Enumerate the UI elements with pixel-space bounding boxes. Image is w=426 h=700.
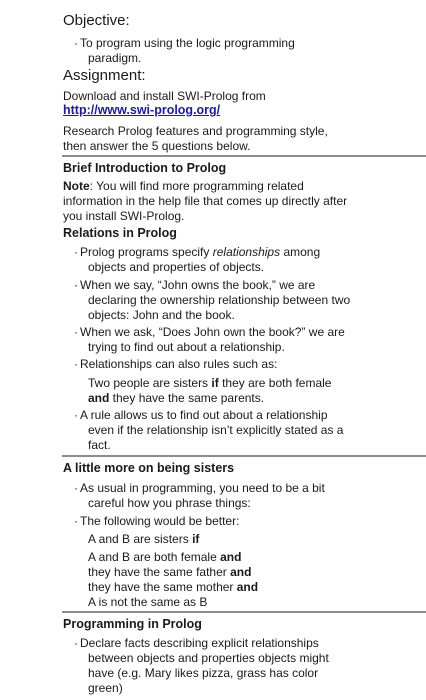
bold-run: if — [192, 532, 200, 546]
intro-title: Brief Introduction to Prolog — [63, 161, 227, 175]
text-run: they have the same father — [88, 565, 231, 579]
note-text: : You will find more programming related — [89, 179, 304, 193]
relations-bullet-line: even if the relationship isn’t explicitly stated as a — [88, 423, 344, 437]
programming-title: Programming in Prolog — [63, 617, 202, 631]
bold-run: and — [230, 565, 252, 579]
programming-bullet-line: green) — [88, 681, 123, 695]
bullet-marker: · — [74, 514, 78, 528]
bold-run: and — [220, 550, 242, 564]
bold-run: and — [236, 580, 259, 594]
relations-bullet-line: When we say, “John owns the book,” we are — [80, 278, 316, 292]
note-label: Note — [63, 179, 90, 193]
note-line: you install SWI-Prolog. — [63, 209, 185, 223]
bold-run: and — [88, 391, 110, 405]
text-run: among — [280, 245, 321, 259]
text-run: they are both female — [218, 376, 332, 390]
bullet-marker: · — [74, 636, 78, 650]
text-run: A and B are sisters — [88, 532, 193, 546]
objective-bullet-line: paradigm. — [88, 51, 142, 65]
rule-example-line — [88, 391, 264, 406]
bullet-marker: · — [74, 408, 78, 422]
relations-bullet-line — [80, 245, 320, 260]
bullet-marker: · — [74, 481, 78, 495]
text-run: A and B are both female — [88, 550, 221, 564]
sisters-bullet-line: As usual in programming, you need to be a bit — [80, 481, 325, 495]
programming-bullet-line: Declare facts describing explicit relationships — [80, 636, 319, 650]
relations-title: Relations in Prolog — [63, 226, 177, 240]
relations-bullet-line: A rule allows us to find out about a relationship — [80, 408, 328, 422]
relations-bullet-line: Relationships can also rules such as: — [80, 357, 278, 371]
text-run: Two people are sisters — [88, 376, 212, 390]
section-divider — [62, 611, 426, 613]
bullet-marker: · — [74, 357, 78, 371]
text-run: they have the same mother — [88, 580, 237, 594]
research-text: Research Prolog features and programming style, — [63, 124, 328, 138]
relations-bullet-line: fact. — [88, 438, 111, 452]
objective-heading: Objective: — [63, 12, 130, 29]
rule-example-line — [88, 376, 331, 391]
emphasis-run: relationships — [212, 245, 281, 259]
rule-line — [88, 580, 258, 595]
relations-bullet-line: When we ask, “Does John own the book?” we are — [80, 325, 345, 339]
rule-line — [88, 550, 241, 565]
programming-bullet-line: have (e.g. Mary likes pizza, grass has color — [88, 666, 319, 680]
assignment-heading: Assignment: — [63, 67, 146, 84]
rule-line — [88, 532, 199, 547]
bullet-marker: · — [74, 36, 78, 50]
programming-bullet-line: between objects and properties objects might — [88, 651, 329, 665]
bold-run: if — [211, 376, 219, 390]
sisters-title: A little more on being sisters — [63, 461, 235, 475]
relations-bullet-line: trying to find out about a relationship. — [88, 340, 285, 354]
objective-bullet-line: To program using the logic programming — [80, 36, 295, 50]
section-divider — [62, 455, 426, 457]
rule-line: A is not the same as B — [88, 595, 208, 609]
note-line: information in the help file that comes up directly after — [63, 194, 348, 208]
text-run: they have the same parents. — [109, 391, 265, 405]
sisters-bullet-line: The following would be better: — [80, 514, 240, 528]
relations-bullet-line: declaring the ownership relationship between two — [88, 293, 351, 307]
relations-bullet-line: objects: John and the book. — [88, 308, 235, 322]
section-divider — [62, 155, 426, 157]
research-text: then answer the 5 questions below. — [63, 139, 251, 153]
bullet-marker: · — [74, 245, 78, 259]
sisters-bullet-line: careful how you phrase things: — [88, 496, 251, 510]
relations-bullet-line: objects and properties of objects. — [88, 260, 265, 274]
swi-prolog-link[interactable]: http://www.swi-prolog.org/ — [63, 103, 221, 117]
text-run: Prolog programs specify — [80, 245, 213, 259]
rule-line — [88, 565, 251, 580]
note-line — [63, 179, 304, 194]
download-text: Download and install SWI-Prolog from — [63, 89, 266, 103]
bullet-marker: · — [74, 325, 78, 339]
bullet-marker: · — [74, 278, 78, 292]
